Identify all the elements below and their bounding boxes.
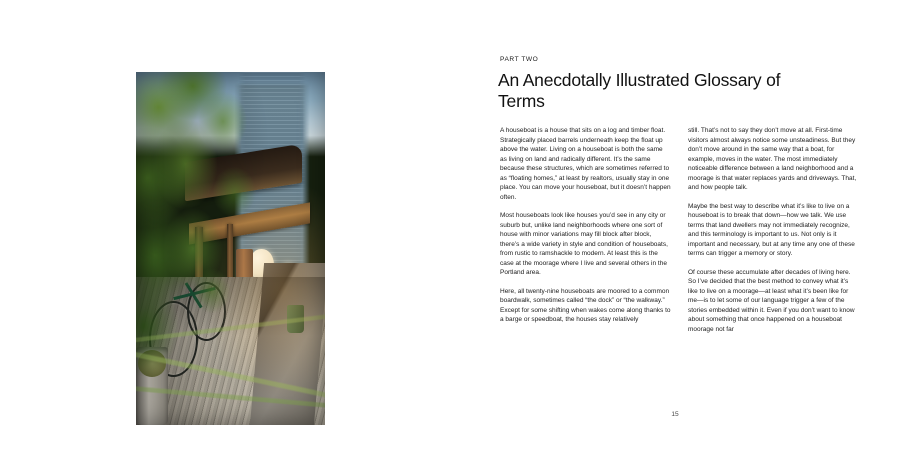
paragraph: Maybe the best way to describe what it’s like to live on a houseboat is to break that down—how we talk. We use terms that land dwellers may not immediately recognize, and this terminology is important to us. Not only is it important and necessary, but at any time any one of these terms can trigger a memory or story. [688, 202, 855, 258]
body-columns [500, 126, 860, 343]
photo-vignette [136, 72, 325, 425]
page-number: 15 [671, 411, 679, 418]
houseboat-photograph [136, 72, 325, 425]
paragraph: still. That’s not to say they don’t move at all. First-time visitors almost always notice some unsteadiness. But they don’t move around in the same way that a boat, for example, moves in the water. The most immediately noticeable difference between a land neighborhood and a moorage is that water replaces yards and driveways. That, and how people talk. [688, 127, 857, 192]
text-column-left [500, 126, 671, 343]
paragraph: Most houseboats look like houses you’d see in any city or suburb but, unlike land neighborhoods where one sort of house with minor variations may fill block after block, there’s a wide variety in style and condition of houseboats, from rustic to ramshackle to modern. At least this is the case at the moorage where I live and several others in the Portland area. [500, 212, 668, 277]
part-label: PART TWO [500, 56, 539, 63]
paragraph: Here, all twenty-nine houseboats are moored to a common boardwalk, sometimes called “the dock” or “the walkway.” Except for some shifting when wakes come along thanks to a barge or speedboat, the houses stay relatively [500, 287, 671, 324]
paragraph: Of course these accumulate after decades of living here. So I’ve decided that the best method to convey what it’s like to live on a moorage—at least what it’s been like for me—is to let some of our language trigger a few of the stories embedded within it. Even if you don’t want to know about something that once happened on a houseboat moorage not far [688, 268, 855, 333]
paragraph: A houseboat is a house that sits on a log and timber float. Strategically placed barrels underneath keep the float up above the water. Living on a houseboat is both the same as living on land and radically different. It’s the same because these structures, which are sometimes referred to as “floating homes,” at least by realtors, usually stay in one place. You can move your houseboat, but it doesn’t happen often. [500, 127, 671, 201]
right-page [450, 0, 900, 456]
text-column-right [688, 126, 859, 343]
page-title: An Anecdotally Illustrated Glossary of Terms [498, 70, 781, 112]
